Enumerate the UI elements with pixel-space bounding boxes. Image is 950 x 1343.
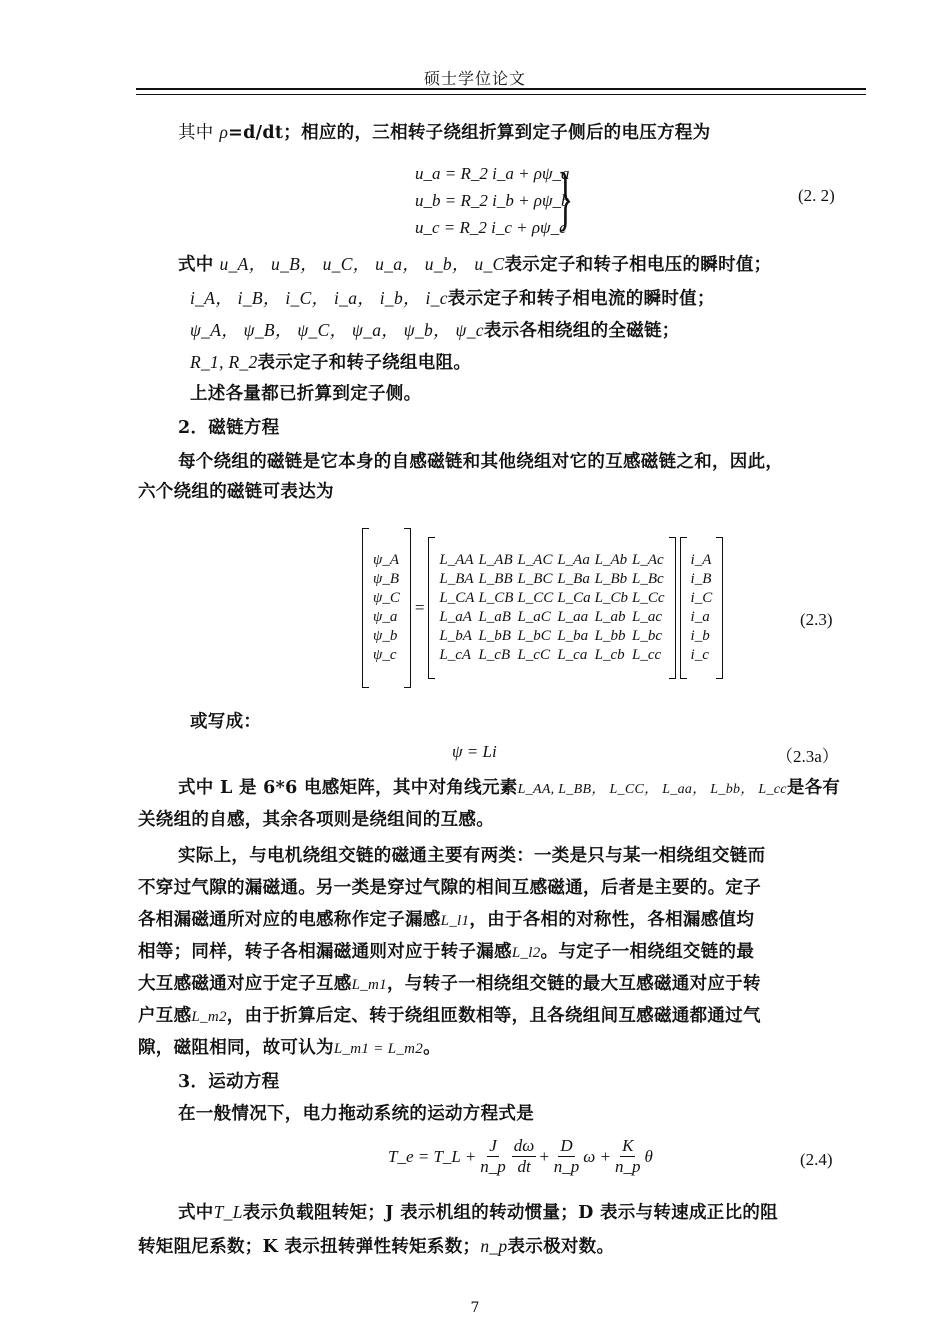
equation-number-2-4: (2.4) xyxy=(800,1150,833,1169)
fraction-domega-dt: $\frac{d\omega}{dt}$ xyxy=(513,1136,535,1176)
flux-line-7: 隙，磁阻相同，故可认为L_m1 = L_m2。 xyxy=(138,1038,441,1058)
equation-2-3 xyxy=(362,528,723,688)
psi-vector xyxy=(371,551,402,665)
def-flux: ψ_A， ψ_B， ψ_C， ψ_a， ψ_b， ψ_c表示各相绕组的全磁链； xyxy=(190,320,680,341)
section-3-title: 3．运动方程 xyxy=(178,1072,280,1092)
fraction-K-np: $\frac{K}{n\_p}$ xyxy=(615,1136,641,1176)
equation-2-4: T_e = T_L + $\frac{J}{n\_p}$ $\frac{d\omega}{dt}$ + $\frac{D}{n\_p}$ ω + $\frac{K}{n\_p}$ θ xyxy=(388,1136,653,1176)
paragraph-motion-2: 转矩阻尼系数；K 表示扭转弹性转矩系数；n_p表示极对数。 xyxy=(138,1236,615,1257)
right-brace: } xyxy=(557,158,574,238)
eq-line-uc: u_c = R_2 i_c + ρψ_c xyxy=(415,218,567,237)
psi-bracket-right xyxy=(404,528,411,688)
flux-line-5: 大互感磁通对应于定子互感L_m1，与转子一相绕组交链的最大互感磁通对应于转 xyxy=(138,974,761,994)
paragraph-L-matrix: 式中 L 是 6*6 电感矩阵，其中对角线元素L_AA, L_BB， L_CC， L_aa， L_bb， L_cc是各有 xyxy=(178,778,841,798)
equation-number-2-3a: （2.3a） xyxy=(776,747,839,766)
fraction-J-np: $\frac{J}{n\_p}$ xyxy=(480,1136,506,1176)
equation-2-3a: ψ = Li xyxy=(452,742,497,761)
i-bracket-left xyxy=(680,537,687,679)
fraction-D-np: $\frac{D}{n\_p}$ xyxy=(553,1136,580,1176)
psi-b: ψ_b xyxy=(373,628,398,644)
flux-line-1: 实际上，与电机绕组交链的磁通主要有两类：一类是只与某一相绕组交链而 xyxy=(178,846,766,866)
flux-line-6: 户互感L_m2，由于折算后定、转于绕组匝数相等，且各绕组间互感磁通都通过气 xyxy=(138,1006,761,1026)
paragraph-motion-1: 式中T_L表示负载阻转矩；J 表示机组的转动惯量；D 表示与转速成正比的阻 xyxy=(178,1202,778,1223)
header-rule-thick xyxy=(136,88,866,90)
equation-number-2-2: (2. 2) xyxy=(798,186,835,205)
eq-line-ub: u_b = R_2 i_b + ρψ_b xyxy=(415,191,570,210)
psi-A: ψ_A xyxy=(373,552,399,568)
flux-line-3: 各相漏磁通所对应的电感称作定子漏感L_l1，由于各相的对称性，各相漏感值均 xyxy=(138,910,755,930)
def-current: i_A， i_B， i_C， i_a， i_b， i_c表示定子和转子相电流的瞬时值； xyxy=(190,288,715,309)
def-resistance: R_1, R_2表示定子和转子绕组电阻。 xyxy=(190,352,472,373)
equation-number-2-3: (2.3) xyxy=(800,610,833,629)
i-bracket-right xyxy=(716,537,723,679)
flux-line-4: 相等；同样，转子各相漏磁通则对应于转子漏感L_l2。与定子一相绕组交链的最 xyxy=(138,942,755,962)
section-2-p1: 每个绕组的磁链是它本身的自感磁链和其他绕组对它的互感磁链之和，因此， xyxy=(178,452,784,472)
eq-line-ua: u_a = R_2 i_a + ρψ_a xyxy=(415,164,570,183)
page-number: 7 xyxy=(470,1300,480,1316)
psi-c: ψ_c xyxy=(373,647,397,663)
inductance-matrix: L_AA L_AB L_AC L_Aa L_Ab L_Ac L_BA L_BB L_BC L_Ba L_Bb L_Bc L_CA L_CB L_CC L_Ca L_Cb L_Cc L_aA L_aB L_aC L_aa L_ab L_ac L_bA L_bB L_bC L_ba L_bb L_bc L_cA L_cB L_cC L_ca L_cb L_cc xyxy=(439,552,665,663)
section-2-title: 2．磁链方程 xyxy=(178,418,280,438)
section-3-p1: 在一般情况下，电力拖动系统的运动方程式是 xyxy=(178,1104,534,1124)
def-voltage: 式中 u_A， u_B， u_C， u_a， u_b， u_C表示定子和转子相电压的瞬时值； xyxy=(178,254,772,275)
current-vector: i_A i_B i_C i_a i_b i_c xyxy=(690,552,713,663)
header-rule-thin xyxy=(136,94,866,95)
L-bracket-left xyxy=(428,537,435,679)
psi-B: ψ_B xyxy=(373,571,399,587)
psi-a: ψ_a xyxy=(373,609,398,625)
flux-line-2: 不穿过气隙的漏磁通。另一类是穿过气隙的相间互感磁通，后者是主要的。定子 xyxy=(138,878,761,898)
def-referred: 上述各量都已折算到定子侧。 xyxy=(190,384,422,404)
paragraph-L-matrix-2: 关绕组的自感，其余各项则是绕组间的互感。 xyxy=(138,810,494,830)
L-bracket-right xyxy=(669,537,676,679)
paragraph-rho: 其中 ρ=d/dt；相应的，三相转子绕组折算到定子侧后的电压方程为 xyxy=(178,122,711,143)
equation-2-2 xyxy=(415,160,570,241)
section-2-p2: 六个绕组的磁链可表达为 xyxy=(138,482,334,502)
write-as: 或写成： xyxy=(190,712,262,732)
page-header: 硕士学位论文 xyxy=(423,69,526,88)
psi-C: ψ_C xyxy=(373,590,400,606)
psi-bracket-left xyxy=(362,528,369,688)
equals-sign: = xyxy=(414,598,425,617)
